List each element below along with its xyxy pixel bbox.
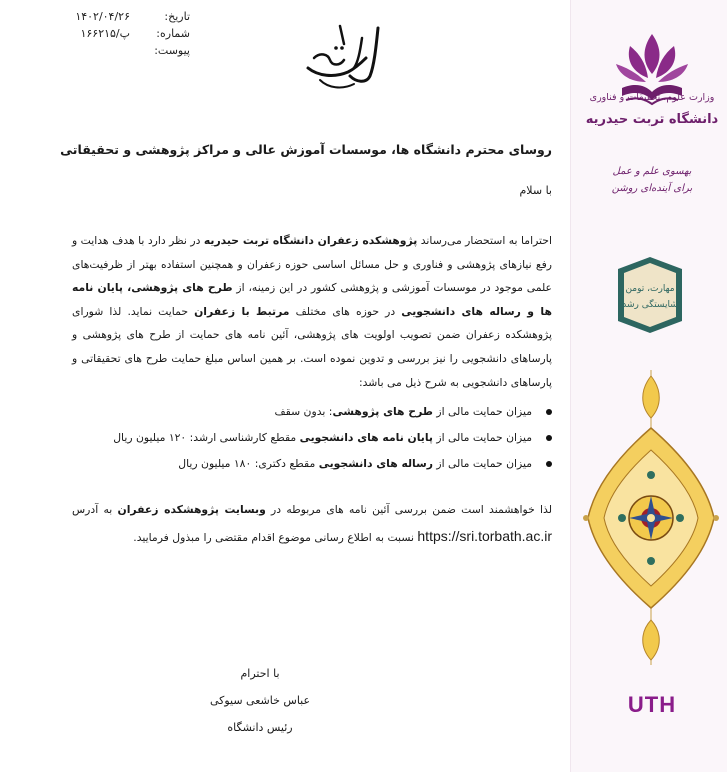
- badge-text-1: مهارت، تومن: [625, 284, 675, 294]
- bullet-icon: [546, 435, 552, 441]
- list-item: میزان حمایت مالی از طرح های پژوهشی: بدون سقف: [112, 399, 552, 425]
- signature-block: [200, 660, 320, 741]
- motto: بهسوی علم و عمل برای آینده‌ای روشن: [611, 166, 693, 194]
- skills-badge-icon: [612, 255, 688, 335]
- recipient-line: روسای محترم دانشگاه ها، موسسات آموزش عالی و مراکز پژوهشی و تحقیقاتی: [60, 142, 552, 157]
- bismillah-calligraphy: [300, 3, 390, 93]
- number-value: ۱۶۶۲۱۵/پ: [80, 27, 130, 40]
- website-url[interactable]: https://sri.torbath.ac.ir: [417, 528, 552, 544]
- badge-text-2: شایستگی رشد: [622, 300, 678, 310]
- regards: با احترام: [240, 667, 280, 680]
- number-row: [20, 25, 190, 42]
- letter-meta: [20, 8, 190, 59]
- body-paragraph: احتراما به استحضار می‌رساند پژوهشکده زعفران دانشگاه تربت حیدریه در نظر دارد با هدف هدایت و رفع نیازهای پژوهشی و فناوری و حل مسائل اساسی حوزه زعفران و همچنین استفاده بهتر از ظرفیت‌های علمی موجود در موسسات آموزشی و پژوهشی کشور در این زمینه، از طرح های پژوهشی، پایان نامه ها و رساله های دانشجویی در حوزه های مختلف مرتبط با زعفران حمایت نماید. لذا شورای پژوهشکده زعفران ضمن تصویب اولویت های پژوهشی، آئین نامه های حمایت از طرح های پژوهشی و پارساهای دانشجویی را نیز بررسی و تدوین نموده است. بر همین اساس مبلغ حمایت طرح های تحقیقاتی و پارساهای دانشجویی به شرح ذیل می باشد:: [72, 234, 553, 389]
- website-name: وبسایت پژوهشکده زعفران: [117, 503, 266, 516]
- attachment-label: پیوست:: [154, 44, 190, 57]
- signer-title: رئیس دانشگاه: [227, 721, 293, 734]
- number-label: شماره:: [156, 27, 190, 40]
- list-item: میزان حمایت مالی از رساله های دانشجویی مقطع دکتری: ۱۸۰ میلیون ریال: [112, 451, 552, 477]
- ministry-name: وزارت علوم، تحقیقات و فناوری: [589, 92, 715, 103]
- institute-name: پژوهشکده زعفران دانشگاه تربت حیدریه: [203, 234, 418, 247]
- closing-paragraph: لذا خواهشمند است ضمن بررسی آئین نامه های مربوطه در وبسایت پژوهشکده زعفران به آدرس https://sri.torbath.ac.ir نسبت به اطلاع رسانی موضوع اقدام مقتضی را مبذول فرمایید.: [72, 503, 553, 544]
- date-value: ۱۴۰۲/۰۴/۲۶: [75, 10, 130, 23]
- bullet-icon: [546, 461, 552, 467]
- list-item: میزان حمایت مالی از پایان نامه های دانشجویی مقطع کارشناسی ارشد: ۱۲۰ میلیون ریال: [112, 425, 552, 451]
- bullet-icon: [546, 409, 552, 415]
- support-list: [112, 399, 552, 477]
- university-name: دانشگاه تربت حیدریه: [585, 112, 719, 127]
- attachment-row: [20, 42, 190, 59]
- university-abbrev: UTH: [627, 692, 677, 717]
- support-types: طرح های پژوهشی، پایان نامه ها و رساله های دانشجویی: [72, 281, 552, 318]
- signer-name: عباس خاشعی سیوکی: [209, 694, 311, 707]
- greeting: با سلام: [519, 184, 552, 197]
- date-label: تاریخ:: [164, 10, 190, 23]
- date-row: [20, 8, 190, 25]
- bismillah-text: باسمه تعالی: [300, 3, 381, 22]
- decorative-ornament-icon: [582, 370, 720, 665]
- saffron-related: مرتبط با زعفران: [194, 304, 290, 318]
